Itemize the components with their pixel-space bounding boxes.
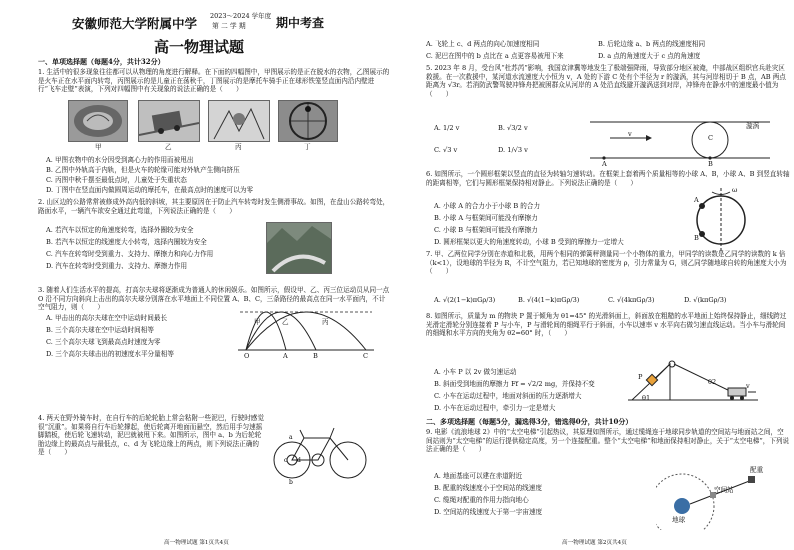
q2-option-c: C. 汽车在转弯时受到重力、支持力、摩擦力和向心力作用 bbox=[46, 250, 214, 258]
q1-image-ding bbox=[278, 100, 338, 142]
q8-option-b: B. 斜面受到地面的摩擦力 Ff = √2/2 mg，并保持不变 bbox=[434, 380, 595, 388]
q3-label-c: C bbox=[363, 352, 369, 360]
question-6-stem: 6. 如图所示，一个圆形框架以竖直的直径为转轴匀速转动。在框架上套着两个质量相等的小球 A、B，小球 A、B 到竖直转轴的距离相等，它们与圆形框架保持相对静止。下列说法正确的是（ ） bbox=[426, 170, 790, 187]
q1-option-a: A. 甲图衣物中的水分因受到离心力的作用而被甩出 bbox=[46, 156, 194, 164]
washing-machine-illustration bbox=[69, 101, 127, 141]
q9-label-space-station: 空间站 bbox=[714, 486, 734, 494]
footer-page-2: 高一物理试题 第2页共4页 bbox=[562, 540, 627, 546]
question-2-stem: 2. 山区边的公路常常被修成外高内低的斜坡，其主要原因在于防止汽车转弯时发生侧滑事故。如图，在盘山公路转弯处，路面水平，一辆汽车欲安全通过此弯道，下列说法正确的是（ ） bbox=[38, 198, 390, 215]
q9-label-earth: 地球 bbox=[672, 516, 686, 524]
question-9-stem: 9. 电影《流浪地球 2》中的“太空电梯”引起热议，其原理如图所示，通过缆绳连于地球同步轨道的空间站与地面站之间，空间站则为“太空电梯”的运行提供稳定高度，另一个连接配重。整个“太空电梯”和地面保持相对静止，关于“太空电梯”，下列说法正确的是（ ） bbox=[426, 428, 790, 454]
q3-label-a: A bbox=[283, 352, 288, 360]
q6-option-b: B. 小球 A 与框架间可能没有摩擦力 bbox=[434, 214, 538, 222]
school-year: 2023～2024 学年度 bbox=[210, 12, 272, 20]
q3-label-bing: 丙 bbox=[322, 318, 329, 326]
q1-label-jia: 甲 bbox=[95, 143, 102, 151]
q2-mountain-road-image bbox=[266, 222, 332, 274]
q4-option-d: D. a 点的角速度大于 c 点的角速度 bbox=[598, 52, 701, 60]
q9-option-a: A. 地面基座可以建在赤道附近 bbox=[434, 472, 523, 480]
question-4-stem: 4. 两天在野外骑车时，在自行车的后轮轮胎上常会粘附一些泥巴，行驶时感觉很“沉重”。如果将自行车后轮撑起，使后轮离开地面而悬空，然后用手匀速摇脚踏板，使后轮飞速转动，泥巴就被甩下来。如图所示，图中 a、b 为后轮轮胎边缘上的最高点与最低点，c、d 为飞轮边缘上的两点，则下列说法正确的是（ ） bbox=[38, 414, 264, 457]
q3-trajectory-diagram bbox=[236, 304, 376, 362]
section-heading-1: 一、单项选择题（每题4分，共计32分） bbox=[38, 57, 165, 66]
q3-label-jia: 甲 bbox=[254, 318, 261, 326]
school-name: 安徽师范大学附属中学 bbox=[72, 16, 198, 31]
q8-label-v: v bbox=[746, 382, 750, 390]
q3-option-c: C. 三个高尔夫球飞到最高点时速度为零 bbox=[46, 338, 161, 346]
mountain-road-illustration bbox=[267, 223, 331, 273]
q2-option-b: B. 若汽车以恒定的线速度大小转弯，选择内圈较为安全 bbox=[46, 238, 207, 246]
train-illustration bbox=[139, 101, 199, 141]
q6-option-c: C. 小球 B 与框架间可能没有摩擦力 bbox=[434, 226, 538, 234]
q5-label-b: B bbox=[708, 160, 713, 168]
q1-label-ding: 丁 bbox=[304, 143, 311, 151]
q6-ring-diagram bbox=[690, 188, 752, 252]
q4-option-c: C. 泥巴在图中的 b 点比在 a 点更容易被甩下来 bbox=[426, 52, 564, 60]
q3-label-b: B bbox=[313, 352, 318, 360]
q1-label-bing: 丙 bbox=[235, 143, 242, 151]
q8-option-a: A. 小车 P 以 2v 做匀速运动 bbox=[434, 368, 517, 376]
q8-label-theta1: θ1 bbox=[642, 394, 651, 402]
q3-label-yi: 乙 bbox=[282, 318, 289, 326]
q1-image-jia bbox=[68, 100, 128, 142]
motorcycle-sphere-illustration bbox=[279, 101, 337, 141]
q3-option-b: B. 三个高尔夫球在空中运动时间相等 bbox=[46, 326, 154, 334]
swing-illustration bbox=[209, 101, 269, 141]
q2-option-d: D. 汽车在转弯时受到重力、支持力、摩擦力作用 bbox=[46, 262, 188, 270]
q5-option-a: A. 1/2 v bbox=[434, 124, 460, 132]
question-3-stem: 3. 随着人们生活水平的提高，打高尔夫球将逐渐成为普通人的休闲娱乐。如图所示，假设甲、乙、丙三位运动员从同一点 O 沿不同方向斜向上击出的高尔夫球分别落在水平地面上不同位置 A、B、C，三条路径的最高点在同一水平面内，不计空气阻力，则（ ） bbox=[38, 286, 390, 312]
q5-option-c: C. √3 v bbox=[434, 146, 458, 154]
q4-bicycle-diagram bbox=[270, 420, 370, 486]
svg-text:c: c bbox=[284, 457, 288, 464]
q4-option-a: A. 飞轮上 c、d 两点的向心加速度相同 bbox=[426, 40, 540, 48]
q8-option-c: C. 小车在运动过程中，地面对斜面的压力逐渐增大 bbox=[434, 392, 582, 400]
q8-option-d: D. 小车在运动过程中，牵引力一定是增大 bbox=[434, 404, 556, 412]
svg-text:d: d bbox=[297, 457, 301, 464]
footer-page-1: 高一物理试题 第1页共4页 bbox=[164, 540, 229, 546]
q1-image-bing bbox=[208, 100, 270, 142]
q4-option-b: B. 后轮边缘 a、b 两点的线速度相同 bbox=[598, 40, 706, 48]
q1-label-yi: 乙 bbox=[165, 143, 172, 151]
q6-option-d: D. 圆形框架以更大的角速度转动，小球 B 受到的摩擦力一定增大 bbox=[434, 238, 624, 246]
q7-option-d: D. √(kπGρ/3) bbox=[684, 296, 727, 304]
q7-option-a: A. √(2(1−k)πGρ/3) bbox=[434, 296, 496, 304]
q7-option-b: B. √(4(1−k)πGρ/3) bbox=[518, 296, 580, 304]
page-title: 高一物理试题 bbox=[154, 38, 245, 56]
q3-label-o: O bbox=[244, 352, 250, 360]
q3-option-a: A. 甲击出的高尔夫球在空中运动时间最长 bbox=[46, 314, 168, 322]
q2-option-a: A. 若汽车以恒定的角速度转弯，选择外圈较为安全 bbox=[46, 226, 194, 234]
q7-option-c: C. √(4kπGρ/3) bbox=[608, 296, 655, 304]
svg-text:b: b bbox=[289, 479, 293, 486]
exam-name: 期中考查 bbox=[276, 16, 325, 30]
q1-option-b: B. 乙图中外轨高于内轨，但是火车的轮缘可能对外轨产生侧向挤压 bbox=[46, 166, 240, 174]
q1-option-c: C. 丙图中秋千摆至最低点时，儿童处于失重状态 bbox=[46, 176, 187, 184]
q6-label-a: A bbox=[694, 196, 699, 204]
q8-label-theta2: θ2 bbox=[708, 378, 717, 386]
question-8-stem: 8. 如图所示，质量为 m 的物块 P 置于倾角为 θ1=45° 的光滑斜面上，斜面放在粗糙的水平地面上始终保持静止，细线跨过光滑定滑轮分别连接着 P 与小车，P 与滑轮间的细绳平行于斜面，小车以速率 v 水平向右做匀速直线运动。当小车与滑轮间的细绳和水平方向的夹角为 θ2=60° 时，（ ） bbox=[426, 312, 787, 338]
q9-option-b: B. 配重的线速度小于空间站的线速度 bbox=[434, 484, 542, 492]
q5-label-c: C bbox=[708, 134, 714, 142]
page-right bbox=[402, 0, 792, 550]
question-5-stem: 5. 2023 年 8 月，受台风“杜苏芮”影响，我国京津冀等地发生了极端强降雨，导致部分地区被淹，中部战区组织官兵赴灾区救援。在一次救援中，某河道水流速度大小恒为 v，A 处的下游 C 处有个半径为 r 的漩涡，其与河岸相切于 B 点，AB 两点距离为 √3r。若消防武警驾驶冲锋舟把被困群众从河岸的 A 处沿直线避开漩涡送到对岸，冲锋舟在静水中的速度最小值为（ ） bbox=[426, 64, 786, 98]
question-1-stem: 1. 生活中的很多现象往往都可以从物理的角度进行解释。在下面的四幅图中，甲图展示的是正在脱水的衣物，乙图展示的是火车正在水平面内转弯，丙图展示的是儿童正在荡秋千，丁图展示的是摩托车骑手正在球形铁笼竖直面内沿内壁进行“飞车走壁”表演，下列对四幅图中有关现象的说法正确的是（ ） bbox=[38, 68, 390, 94]
q6-label-b: B bbox=[694, 234, 699, 242]
q3-option-d: D. 三个高尔夫球击出的初速度水平分量相等 bbox=[46, 350, 174, 358]
term: 第 二 学 期 bbox=[212, 22, 246, 30]
q6-option-a: A. 小球 A 的合力小于小球 B 的合力 bbox=[434, 202, 541, 210]
q5-river-diagram bbox=[590, 116, 770, 164]
q9-label-counterweight: 配重 bbox=[750, 466, 764, 474]
q8-label-p: P bbox=[638, 373, 643, 381]
svg-text:a: a bbox=[289, 434, 293, 441]
page-left bbox=[4, 0, 394, 550]
q5-label-v: v bbox=[628, 130, 632, 138]
q9-option-c: C. 缆绳对配重的作用力指向地心 bbox=[434, 496, 529, 504]
q5-option-b: B. √3/2 v bbox=[498, 124, 528, 132]
q5-option-d: D. 1/√3 v bbox=[498, 146, 528, 154]
q5-label-a: A bbox=[602, 160, 607, 168]
q1-option-d: D. 丁图中在竖直面内做圆周运动的摩托车，在最高点时的速度可以为零 bbox=[46, 186, 254, 194]
question-7-stem: 7. 甲、乙两位同学分别在赤道和北极，用两个相同的弹簧秤测量同一个小物体的重力，甲同学的读数是乙同学的读数的 k 倍（k<1），设地球的半径为 R，不计空气阻力，若已知地球的密度为 ρ，引力常量为 G，则乙同学随地球自转的角速度大小为（ ） bbox=[426, 250, 787, 276]
section-heading-2: 二、多项选择题（每题5分，漏选得3分，错选得0分，共计10分） bbox=[426, 417, 633, 426]
q6-label-omega: ω bbox=[732, 186, 738, 194]
q9-option-d: D. 空间站的线速度大于第一宇宙速度 bbox=[434, 508, 543, 516]
q5-label-whirlpool: 漩涡 bbox=[746, 122, 760, 130]
q1-image-yi bbox=[138, 100, 200, 142]
